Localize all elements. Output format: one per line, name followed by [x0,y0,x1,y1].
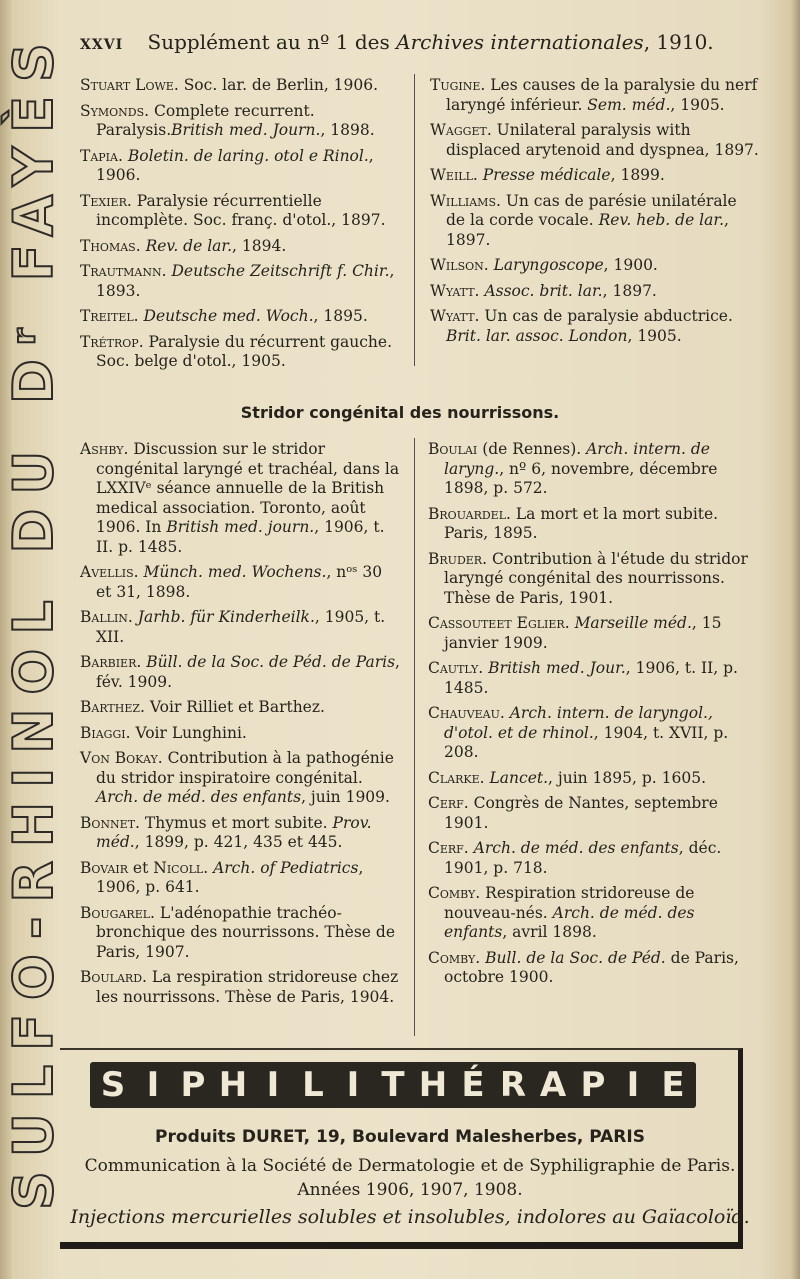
entry-author: Symonds. [80,101,150,120]
bibliography-entry [80,814,402,853]
bibliography-entry [80,307,402,327]
bibliography-entry [428,550,762,609]
bibliography-entry [428,505,762,544]
entry-tail: , 1905. [670,95,725,114]
bibliography-entry [428,839,762,878]
entry-tail: , 1906, p. 641. [96,858,364,896]
entry-tail: , 1906, t. II, p. 1485. [444,659,738,697]
entry-author: Biaggi. [80,723,131,742]
bibliography-entry [430,192,760,251]
bibliography-entry [428,440,762,499]
entry-italic: Sem. méd. [582,95,671,114]
bibliography-entry [80,440,402,557]
bibliography-entry [80,859,402,898]
running-header [80,30,714,54]
bibliography-entry [428,949,762,988]
entry-italic: Laryngoscope [493,256,604,274]
entry-author2: Nicoll. [153,858,209,877]
entry-tail: , 1894. [232,236,287,255]
entry-author: Chauveau. [428,704,505,722]
entry-author: Ashby. [80,440,129,458]
entry-tail: , 15 janvier 1909. [444,614,722,652]
bibliography-entry [80,76,402,96]
bibliography-entry [80,147,402,186]
entry-tail: , 1899, p. 421, 435 et 445. [134,833,343,851]
bibliography-entry [80,968,402,1007]
entry-author: Williams. [430,191,501,210]
brand-letter: L [290,1062,336,1108]
entry-author: Thomas. [80,236,141,255]
entry-tail: , 1905, t. XII. [96,608,386,646]
entry-tail: , juin 1909. [301,788,390,806]
entry-tail: , fév. 1909. [96,653,400,691]
entry-tail: , 1895. [313,307,368,325]
page-number: XXVI [80,37,124,53]
entry-tail: , 1904, t. XVII, p. 208. [444,723,729,761]
entry-author: Clarke. [428,768,485,787]
bibliography-bottom-right [428,440,762,994]
entry-tail: , 1906. [96,146,374,184]
entry-italic: Büll. de la Soc. de Péd. de Paris [146,653,396,671]
entry-text: Paralysie du récurrent gauche. Soc. belge d'otol., 1905. [96,332,393,370]
entry-italic: Arch. de méd. des enfants [444,903,695,941]
entry-tail: , nº 6, novembre, décembre 1898, p. 572. [444,459,718,497]
entry-italic: Arch. de méd. des enfants [473,839,679,857]
entry-italic: Arch. intern. de laryng. [444,440,710,478]
entry-text: Unilateral paralysis with displaced arytenoid and dyspnea, 1897. [446,121,759,159]
bibliography-entry [80,192,402,231]
entry-italic: Münch. med. Wochens. [143,563,327,581]
entry-italic: Deutsche med. Woch. [143,307,314,325]
bibliography-entry [80,608,402,647]
entry-tail: , déc. 1901, p. 718. [444,839,722,877]
brand-letter: T [370,1062,416,1108]
entry-tail: , 1897. [446,211,729,249]
page-edge-shadow [790,0,800,1279]
entry-tail: , 1905. [627,326,682,345]
entry-text: Paralysie récurrentielle incomplète. Soc. franç. d'otol., 1897. [96,191,386,229]
entry-author: Brouardel. [428,504,511,523]
entry-italic: Bull. de la Soc. de Péd. [485,948,666,967]
advert-years: Années 1906, 1907, 1908. [297,1180,523,1200]
advert-tagline: Injections mercurielles solubles et insolubles, indolores au Gaïacoloïd. [70,1206,750,1228]
bibliography-entry [80,262,402,301]
entry-author: Treitel. [80,307,139,325]
entry-tail: , avril 1898. [502,923,597,941]
entry-text: Contribution à la pathogénie du stridor inspiratoire congénital. [96,749,394,787]
bibliography-entry [80,698,402,718]
entry-text: et [127,858,154,877]
entry-author: Barthez. [80,698,145,716]
entry-author: Stuart Lowe. [80,76,179,94]
bibliography-entry [428,794,762,833]
brand-letter: I [130,1062,176,1108]
entry-author: Wilson. [430,256,489,274]
entry-author: Tugine. [430,76,486,94]
entry-italic: Jarhb. für Kinderheilk. [137,608,315,626]
header-journal: Archives internationales [396,30,644,54]
bibliography-entry [80,237,402,257]
header-year: , 1910. [643,30,714,54]
entry-text: L'adénopathie trachéo-bronchique des nourrissons. Thèse de Paris, 1907. [96,903,395,961]
entry-text: (de Rennes). [477,440,582,458]
entry-tail: , juin 1895, p. 1605. [548,768,707,787]
entry-author: Von Bokay. [80,749,163,767]
entry-text: Respiration stridoreuse de nouveau-nés. [444,884,695,922]
column-divider-top [414,74,415,366]
brand-letter: A [530,1062,576,1108]
entry-tail: , 1900. [603,256,658,274]
brand-letter: I [330,1062,376,1108]
entry-author: Boulard. [80,968,147,986]
entry-text: Un cas de parésie unilatérale de la corde vocale. [446,191,737,229]
entry-text: Thymus et mort subite. [139,813,328,832]
bibliography-entry [80,749,402,808]
entry-author: Wagget. [430,121,492,139]
bibliography-entry [428,659,762,698]
bibliography-bottom-left [80,440,402,1013]
entry-italic: Lancet. [489,768,549,787]
entry-text: Voir Lunghini. [130,723,247,742]
bibliography-entry [430,166,760,186]
entry-italic: Arch. de méd. des enfants [96,788,302,806]
entry-author: Avellis. [80,563,139,581]
entry-author: Bougarel. [80,903,155,922]
bibliography-entry [430,76,760,115]
entry-author: Trautmann. [80,262,167,280]
bibliography-entry [80,724,402,744]
entry-italic: Rev. de lar. [145,236,233,255]
entry-italic: Prov. méd. [96,813,372,851]
advert-communication: Communication à la Société de Dermatologie et de Syphiligraphie de Paris. [84,1156,736,1176]
entry-text: Les causes de la paralysie du nerf laryngé inférieur. [446,76,758,114]
bibliography-entry [430,282,760,302]
brand-letter: E [650,1062,696,1108]
brand-letter: P [170,1062,216,1108]
entry-italic: Assoc. brit. lar. [484,281,603,300]
entry-author: Comby. [428,884,481,902]
entry-text: Soc. lar. de Berlin, 1906. [178,76,379,94]
entry-author: Texier. [80,191,132,210]
entry-author: Cerf. [428,794,469,812]
entry-italic: Rev. heb. de lar. [593,211,724,229]
entry-italic: British med. journ. [161,518,315,536]
bibliography-entry [80,102,402,141]
entry-italic: Arch. of Pediatrics [208,858,359,877]
advert-brand [90,1062,690,1116]
bibliography-entry [430,307,760,346]
entry-author: Barbier. [80,653,142,671]
bibliography-entry [80,563,402,602]
header-prefix: Supplément au nº 1 des [147,30,397,54]
bibliography-entry [428,704,762,763]
entry-author: Ballin. [80,608,133,626]
entry-author: Cassouteet Eglier. [428,614,570,632]
bibliography-entry [428,884,762,943]
entry-italic: Boletin. de laring. otol e Rinol. [127,146,369,165]
side-banner: SULFO-RHINOL DU Dʳ FAYÈS [2,29,65,1210]
bibliography-top-right [430,76,760,352]
brand-letter: R [490,1062,536,1108]
entry-author: Comby. [428,948,481,967]
entry-tail: , 1906, t. II. p. 1485. [96,518,385,556]
entry-italic: British med. Jour. [488,659,626,677]
entry-author: Wyatt. [430,307,480,325]
entry-author: Boulai [428,440,478,458]
entry-text: La respiration stridoreuse chez les nourrissons. Thèse de Paris, 1904. [96,968,399,1006]
bibliography-top-left [80,76,402,378]
entry-tail: , 1899. [610,166,665,184]
entry-tail: , nᵒˢ 30 et 31, 1898. [96,563,383,601]
entry-author: Weill. [430,166,478,184]
entry-author: Trétrop. [80,332,144,351]
entry-italic: Arch. intern. de laryngol., d'otol. et de rhinol. [444,704,713,742]
entry-italic: Brit. lar. assoc. London [446,326,628,345]
bibliography-entry [428,769,762,789]
entry-author: Bovair [80,858,128,877]
bibliography-entry [430,256,760,276]
entry-text: Discussion sur le stridor congénital laryngé et trachéal, dans la LXXIVᵉ séance annuelle de la British medical association. Toronto, août 1906. In [96,440,400,536]
column-divider-bottom [414,438,415,1036]
entry-text: Contribution à l'étude du stridor laryngé congénital des nourrissons. Thèse de Paris, 1901. [444,549,748,607]
entry-italic: Presse médicale [482,166,611,184]
entry-author: Wyatt. [430,281,480,300]
entry-author: Bonnet. [80,813,140,832]
brand-letter: I [250,1062,296,1108]
bibliography-entry [428,614,762,653]
entry-tail: , 1898. [320,121,375,139]
entry-text: Congrès de Nantes, septembre 1901. [444,794,718,832]
entry-italic: Deutsche Zeitschrift f. Chir. [171,262,390,280]
bibliography-entry [80,653,402,692]
entry-author: Cerf. [428,839,469,857]
brand-letter: H [410,1062,456,1108]
entry-text: La mort et la mort subite. Paris, 1895. [444,504,719,542]
bibliography-entry [80,333,402,372]
entry-author: Tapia. [80,146,123,165]
bibliography-entry [80,904,402,963]
brand-letter: I [610,1062,656,1108]
brand-letter: S [90,1062,136,1108]
brand-letter: H [210,1062,256,1108]
entry-author: Cautly. [428,659,484,677]
entry-tail: , 1897. [602,281,657,300]
entry-italic: British med. Journ. [171,121,321,139]
entry-tail: de Paris, octobre 1900. [444,948,739,986]
section-title: Stridor congénital des nourrissons. [240,403,560,422]
entry-author: Bruder. [428,549,488,568]
entry-text: Complete recurrent. Paralysis. [96,101,315,139]
bibliography-entry [430,121,760,160]
entry-text: Voir Rilliet et Barthez. [144,698,325,716]
advert-address: Produits DURET, 19, Boulevard Malesherbes, PARIS [155,1127,645,1147]
entry-italic: Marseille méd. [574,614,692,632]
brand-letter: P [570,1062,616,1108]
entry-text: Un cas de paralysie abductrice. [479,307,733,325]
entry-tail: , 1893. [96,262,395,300]
brand-letter: É [450,1062,496,1108]
